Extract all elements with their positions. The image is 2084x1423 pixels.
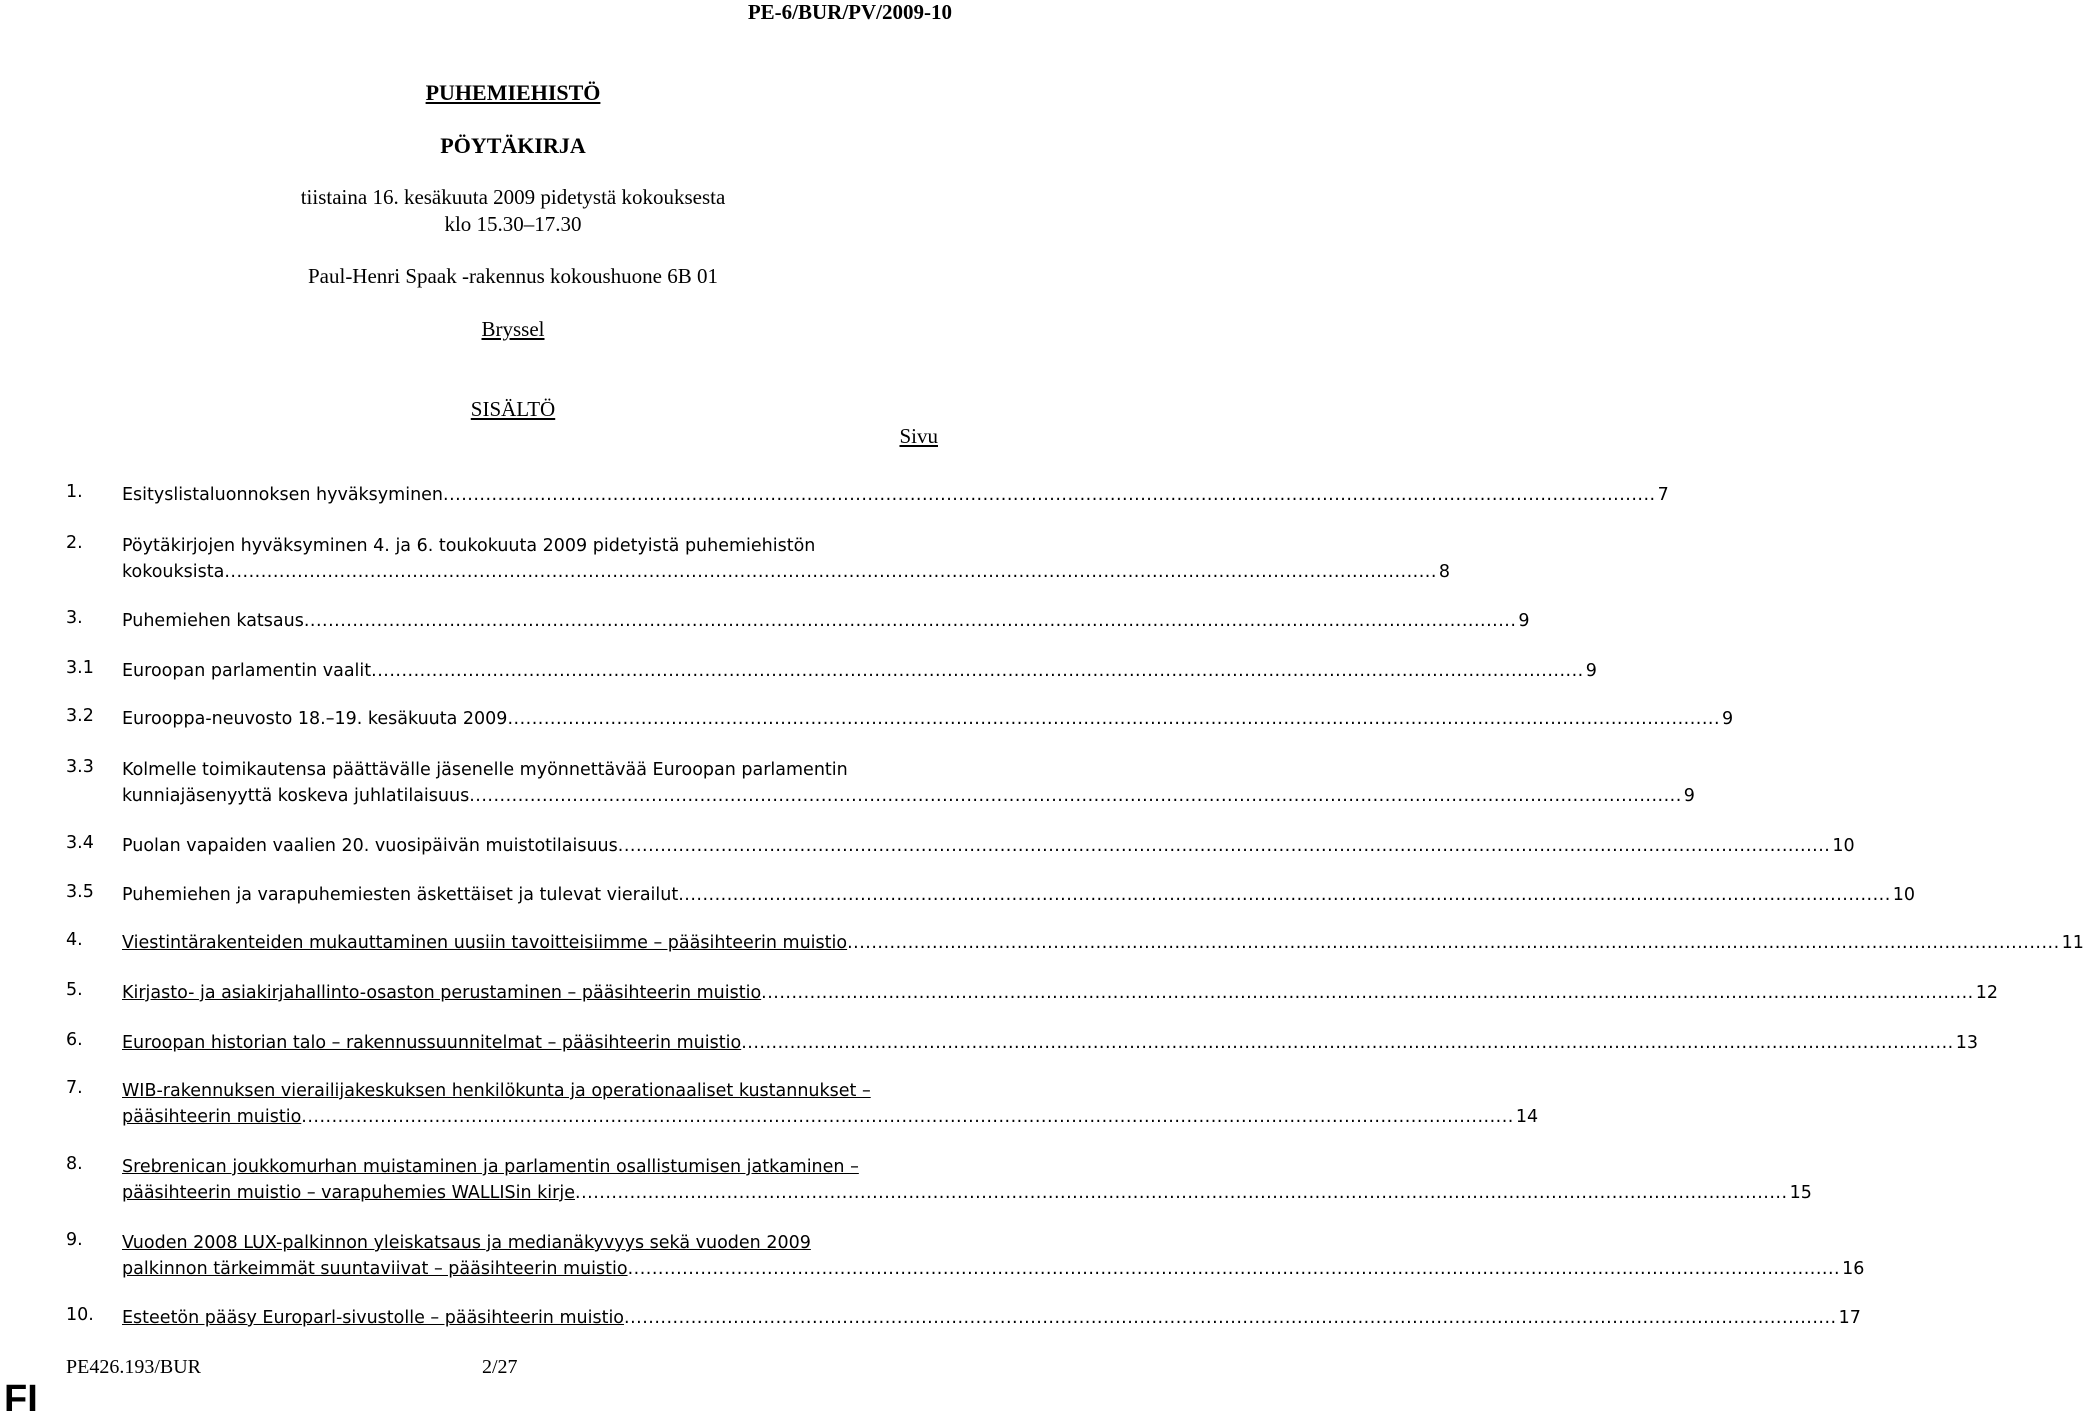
toc-entry-title-continued: palkinnon tärkeimmät suuntaviivat – pääsihteerin muistio <box>122 1259 628 1279</box>
toc-entry-number: 10. <box>66 1305 94 1325</box>
toc-leader-dots: ........................................................................................................................................................................................................ <box>627 1259 1841 1279</box>
toc-entry-number: 9. <box>66 1230 83 1250</box>
toc-entry-number: 3.5 <box>66 882 94 902</box>
toc-entry-title: WIB-rakennuksen vierailijakeskuksen henkilökunta ja operationaaliset kustannukset – <box>122 1081 871 1101</box>
toc-leader-dots: ........................................................................................................................................................................................................ <box>224 562 1437 582</box>
toc-leader-dots: ........................................................................................................................................................................................................ <box>469 786 1682 806</box>
toc-entry-number: 6. <box>66 1030 83 1050</box>
meeting-date: tiistaina 16. kesäkuuta 2009 pidetystä kokouksesta <box>300 185 726 209</box>
toc-leader-dots: ........................................................................................................................................................................................................ <box>575 1183 1788 1203</box>
toc-entry-page: 7 <box>1657 485 1669 505</box>
toc-leader-dots: ........................................................................................................................................................................................................ <box>678 885 1891 905</box>
toc-entry-title-continued: kokouksista <box>122 562 225 582</box>
toc-entry-title: Kirjasto- ja asiakirjahallinto-osaston perustaminen – pääsihteerin muistio <box>122 983 762 1003</box>
toc-leader-dots: ........................................................................................................................................................................................................ <box>624 1308 1837 1328</box>
toc-entry-number: 3.2 <box>66 706 94 726</box>
toc-entry-page: 17 <box>1838 1308 1861 1328</box>
meeting-time: klo 15.30–17.30 <box>444 212 582 236</box>
toc-entry-title: Vuoden 2008 LUX-palkinnon yleiskatsaus ja medianäkyvyys sekä vuoden 2009 <box>122 1233 811 1253</box>
toc-entry-number: 5. <box>66 980 83 1000</box>
toc-entry-title: Eurooppa-neuvosto 18.–19. kesäkuuta 2009 <box>122 709 508 729</box>
toc-entry-title-continued: kunniajäsenyyttä koskeva juhlatilaisuus <box>122 786 470 806</box>
document-title: PUHEMIEHISTÖ <box>425 80 601 105</box>
language-code: FI <box>4 1378 38 1420</box>
toc-entry-page: 11 <box>2061 933 2084 953</box>
toc-entry-title: Euroopan parlamentin vaalit <box>122 661 372 681</box>
document-reference: PE-6/BUR/PV/2009-10 <box>747 0 952 24</box>
toc-entry-title: Puolan vapaiden vaalien 20. vuosipäivän muistotilaisuus <box>122 836 618 856</box>
toc-entry-title: Pöytäkirjojen hyväksyminen 4. ja 6. toukokuuta 2009 pidetyistä puhemiehistön <box>122 536 816 556</box>
contents-heading: SISÄLTÖ <box>470 397 556 421</box>
toc-entry-title: Puhemiehen ja varapuhemiesten äskettäiset ja tulevat vierailut <box>122 885 679 905</box>
toc-entry-title: Esityslistaluonnoksen hyväksyminen <box>122 485 444 505</box>
footer-page-number: 2/27 <box>482 1356 518 1378</box>
toc-leader-dots: ........................................................................................................................................................................................................ <box>761 983 1974 1003</box>
meeting-location: Paul-Henri Spaak -rakennus kokoushuone 6B 01 <box>307 264 718 288</box>
toc-entry-title: Puhemiehen katsaus <box>122 611 304 631</box>
toc-leader-dots: ........................................................................................................................................................................................................ <box>741 1033 1954 1053</box>
toc-entry-title: Viestintärakenteiden mukauttaminen uusiin tavoitteisiimme – pääsihteerin muistio <box>122 933 848 953</box>
toc-entry-page: 9 <box>1585 661 1597 681</box>
toc-entry-page: 16 <box>1842 1259 1865 1279</box>
toc-entry-page: 8 <box>1438 562 1451 582</box>
toc-entry-number: 7. <box>66 1078 83 1098</box>
toc-leader-dots: ........................................................................................................................................................................................................ <box>617 836 1831 856</box>
toc-entry-title-continued: pääsihteerin muistio <box>122 1107 302 1127</box>
meeting-city: Bryssel <box>481 317 545 341</box>
toc-entry-page: 13 <box>1955 1033 1979 1053</box>
toc-entry-page: 14 <box>1515 1107 1539 1127</box>
page-column-heading: Sivu <box>899 424 938 448</box>
toc-entry-page: 9 <box>1722 709 1734 729</box>
toc-entry-page: 12 <box>1975 983 1998 1003</box>
toc-leader-dots: ........................................................................................................................................................................................................ <box>301 1107 1514 1127</box>
toc-entry-title-continued: pääsihteerin muistio – varapuhemies WALLISin kirje <box>122 1183 575 1203</box>
toc-leader-dots: ........................................................................................................................................................................................................ <box>507 709 1721 729</box>
toc-entry-number: 2. <box>66 533 83 553</box>
toc-entry-number: 3.1 <box>66 658 94 678</box>
toc-leader-dots: ........................................................................................................................................................................................................ <box>371 661 1584 681</box>
toc-entry-title: Kolmelle toimikautensa päättävälle jäsenelle myönnettävää Euroopan parlamentin <box>122 760 848 780</box>
toc-entry-number: 1. <box>66 482 83 502</box>
toc-entry-page: 15 <box>1789 1183 1812 1203</box>
toc-leader-dots: ........................................................................................................................................................................................................ <box>303 611 1517 631</box>
footer-doc-ref: PE426.193/BUR <box>66 1356 202 1378</box>
toc-entry-number: 4. <box>66 930 83 950</box>
toc-entry-title: Esteetön pääsy Europarl-sivustolle – pääsihteerin muistio <box>122 1308 625 1328</box>
toc-entry-number: 3. <box>66 608 83 628</box>
toc-entry-page: 10 <box>1832 836 1855 856</box>
document-subtitle: PÖYTÄKIRJA <box>440 133 586 158</box>
toc-entry-title: Euroopan historian talo – rakennussuunnitelmat – pääsihteerin muistio <box>122 1033 742 1053</box>
toc-entry-number: 8. <box>66 1154 83 1174</box>
toc-entry-number: 3.4 <box>66 833 94 853</box>
toc-entry-page: 9 <box>1683 786 1695 806</box>
toc-entry-number: 3.3 <box>66 757 94 777</box>
toc-leader-dots: ........................................................................................................................................................................................................ <box>847 933 2060 953</box>
toc-entry-page: 10 <box>1892 885 1916 905</box>
toc-leader-dots: ........................................................................................................................................................................................................ <box>443 485 1656 505</box>
toc-entry-page: 9 <box>1518 611 1530 631</box>
toc-entry-title: Srebrenican joukkomurhan muistaminen ja parlamentin osallistumisen jatkaminen – <box>122 1157 859 1177</box>
